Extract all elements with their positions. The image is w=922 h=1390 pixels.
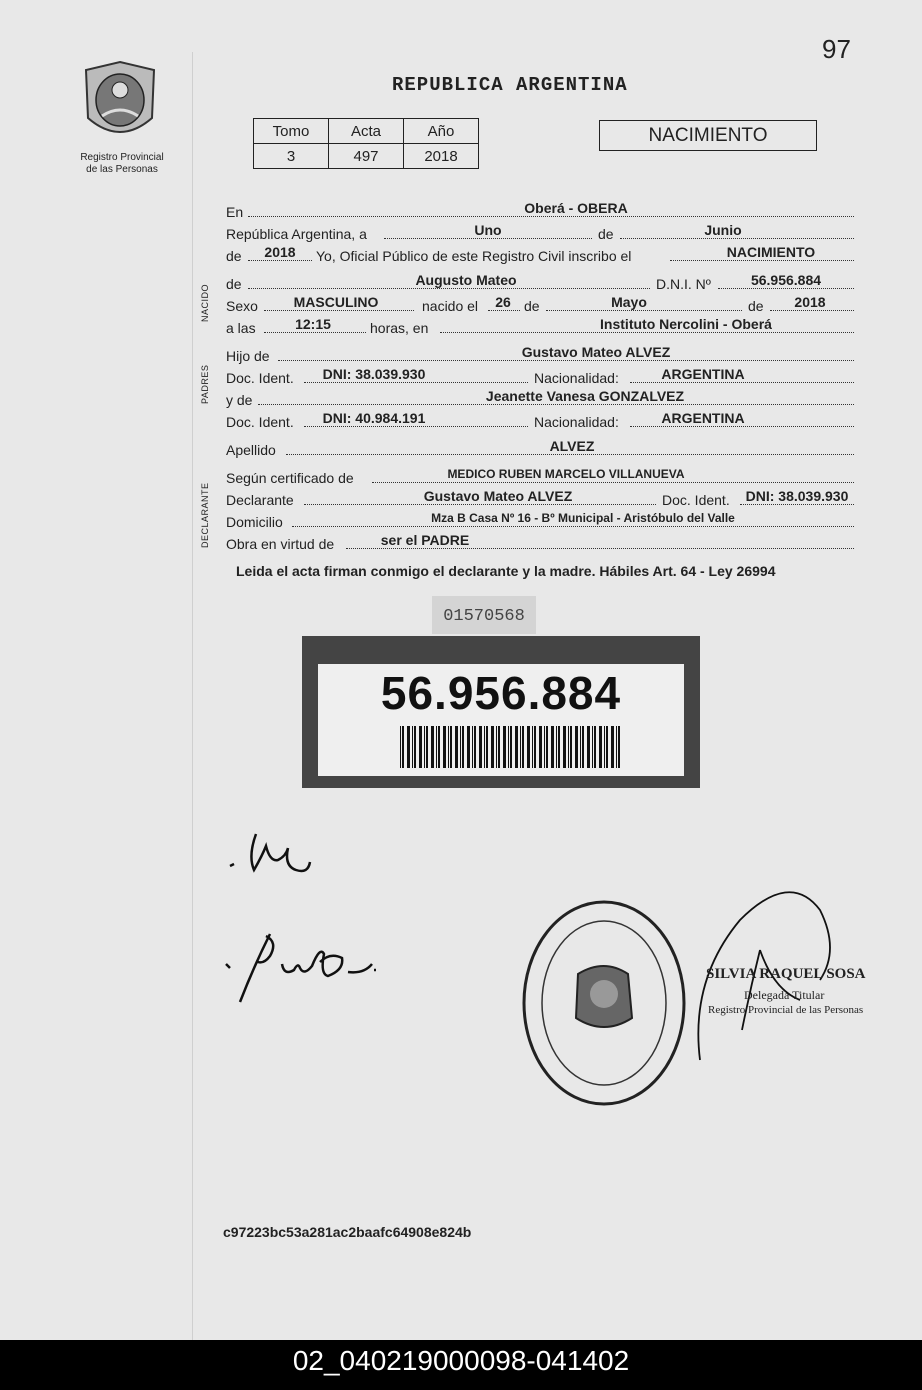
- row-certificate: Según certificado de MEDICO RUBEN MARCELO VILLANUEVA: [226, 466, 856, 486]
- row-father: Hijo de Gustavo Mateo ALVEZ: [226, 344, 856, 364]
- official-office: Registro Provincial de las Personas: [708, 1004, 864, 1016]
- birth-month-value: Mayo: [611, 294, 647, 310]
- declarant-signature-icon: [226, 826, 316, 882]
- footer-code: 02_040219000098-041402: [0, 1340, 922, 1390]
- child-name-value: Augusto Mateo: [415, 272, 517, 288]
- father-nationality-value: ARGENTINA: [661, 366, 745, 382]
- surname-value: ALVEZ: [549, 438, 595, 454]
- row-date: República Argentina, a Uno de Junio: [226, 222, 856, 242]
- year-value: 2018: [264, 244, 296, 260]
- address-value: Mza B Casa Nº 16 - Bº Municipal - Aristóbulo del Valle: [431, 511, 735, 525]
- row-mother-doc: Doc. Ident. DNI: 40.984.191 Nacionalidad: ARGENTINA: [226, 410, 856, 430]
- value-anio: 2018: [404, 144, 479, 169]
- declarant-value: Gustavo Mateo ALVEZ: [423, 488, 573, 504]
- official-stamp-icon: [520, 898, 688, 1108]
- row-time-place: a las 12:15 horas, en Instituto Nercolini - Oberá: [226, 316, 856, 336]
- child-dni-value: 56.956.884: [750, 272, 822, 288]
- row-place: En Oberá - OBERA: [226, 200, 856, 220]
- birth-day-value: 26: [495, 294, 511, 310]
- certificate-value: MEDICO RUBEN MARCELO VILLANUEVA: [447, 467, 685, 481]
- birth-place-value: Instituto Nercolini - Oberá: [600, 316, 772, 332]
- mother-signature-icon: [224, 926, 384, 1008]
- birth-time-value: 12:15: [295, 316, 331, 332]
- dni-label-number: 56.956.884: [380, 667, 622, 719]
- section-padres-label: PADRES: [200, 364, 210, 404]
- mother-nationality-value: ARGENTINA: [661, 410, 745, 426]
- record-table: [253, 118, 479, 169]
- month-value: Junio: [704, 222, 742, 238]
- row-father-doc: Doc. Ident. DNI: 38.039.930 Nacionalidad: ARGENTINA: [226, 366, 856, 386]
- mother-doc-value: DNI: 40.984.191: [322, 410, 426, 426]
- serial-number: 01570568: [432, 596, 536, 634]
- father-doc-value: DNI: 38.039.930: [322, 366, 426, 382]
- sex-value: MASCULINO: [293, 294, 379, 310]
- margin-line: [192, 52, 193, 1342]
- row-declarant: Declarante Gustavo Mateo ALVEZ Doc. Ident. DNI: 38.039.930: [226, 488, 856, 508]
- closing-note: Leida el acta firman conmigo el declarante y la madre. Hábiles Art. 64 - Ley 26994: [236, 563, 776, 579]
- row-mother: y de Jeanette Vanesa GONZALVEZ: [226, 388, 856, 408]
- mother-name-value: Jeanette Vanesa GONZALVEZ: [485, 388, 685, 404]
- father-name-value: Gustavo Mateo ALVEZ: [521, 344, 671, 360]
- row-address: Domicilio Mza B Casa Nº 16 - Bº Municipal - Aristóbulo del Valle: [226, 510, 856, 530]
- section-nacido-label: NACIDO: [200, 283, 210, 322]
- header-acta: Acta: [329, 119, 404, 144]
- page-number: 97: [822, 34, 851, 64]
- row-virtue: Obra en virtud de ser el PADRE: [226, 532, 856, 552]
- barcode-icon: [400, 726, 624, 768]
- official-role: Delegada Titular: [744, 988, 825, 1002]
- row-surname: Apellido ALVEZ: [226, 438, 856, 458]
- place-value: Oberá - OBERA: [524, 200, 628, 216]
- record-type-box: NACIMIENTO: [599, 120, 817, 151]
- birth-year-value: 2018: [794, 294, 826, 310]
- province-emblem-icon: [82, 60, 158, 146]
- section-declarante-label: DECLARANTE: [200, 482, 210, 548]
- day-value: Uno: [474, 222, 502, 238]
- row-sex-birth: Sexo MASCULINO nacido el 26 de Mayo de 2018: [226, 294, 856, 314]
- country-title: REPUBLICA ARGENTINA: [392, 74, 628, 96]
- header-tomo: Tomo: [254, 119, 329, 144]
- row-child-name: de Augusto Mateo D.N.I. Nº 56.956.884: [226, 272, 856, 292]
- row-year: de 2018 Yo, Oficial Público de este Registro Civil inscribo el NACIMIENTO: [226, 244, 856, 264]
- declarant-doc-value: DNI: 38.039.930: [745, 488, 849, 504]
- virtue-value: ser el PADRE: [380, 532, 470, 548]
- document-hash: c97223bc53a281ac2baafc64908e824b: [223, 1224, 472, 1240]
- registry-label: Registro Provincial de las Personas: [80, 152, 164, 175]
- value-tomo: 3: [254, 144, 329, 169]
- record-kind-value: NACIMIENTO: [726, 244, 816, 260]
- header-anio: Año: [404, 119, 479, 144]
- official-name: SILVIA RAQUEL SOSA: [706, 966, 866, 982]
- value-acta: 497: [329, 144, 404, 169]
